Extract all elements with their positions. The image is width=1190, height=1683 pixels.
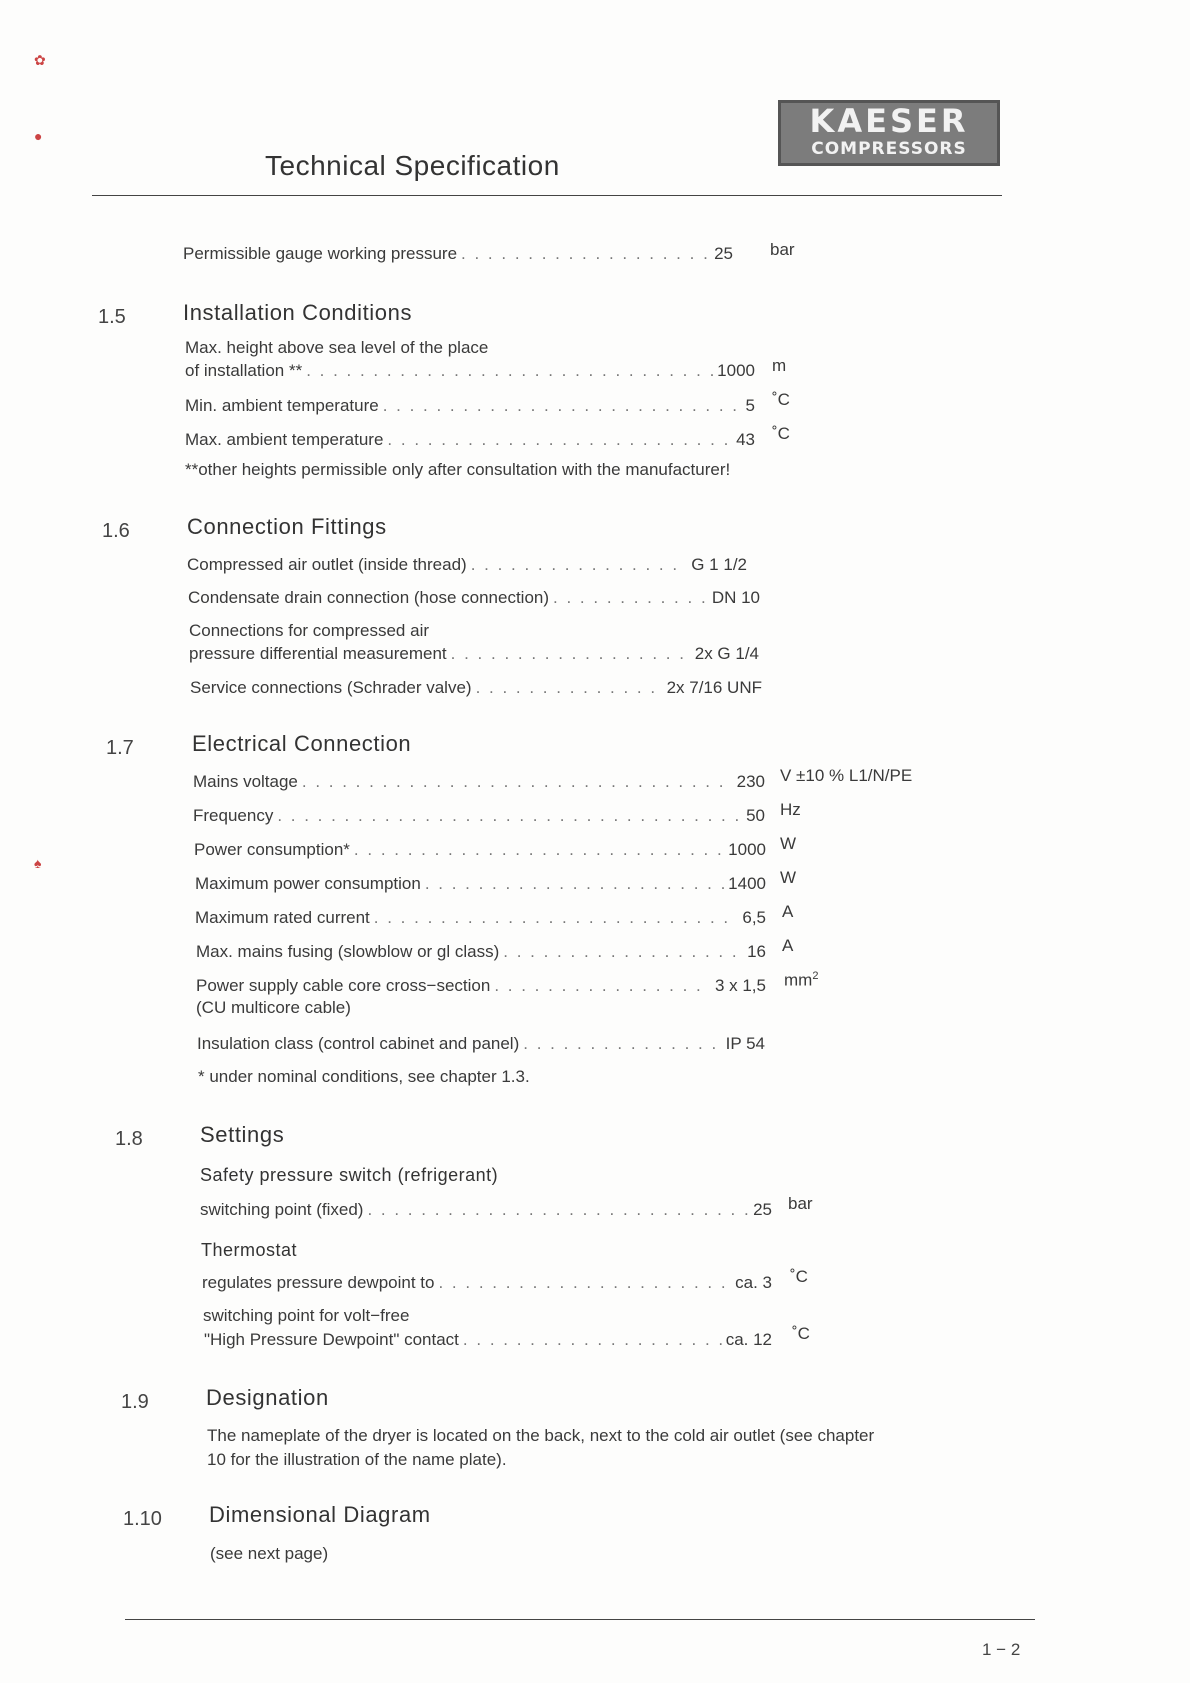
spec-row-switch (200, 1200, 772, 1220)
spec-value: IP 54 (725, 1034, 765, 1053)
footnote: **other heights permissible only after consultation with the manufacturer! (185, 460, 731, 479)
leader-dots (463, 1330, 722, 1350)
spec-row-power (194, 840, 766, 860)
spec-row-cable (196, 976, 766, 996)
spec-unit: Hz (780, 800, 801, 819)
spec-label: (CU multicore cable) (196, 998, 351, 1017)
spec-label: Frequency (193, 806, 274, 825)
spec-label: Power supply cable core cross−section (196, 976, 491, 995)
leader-dots (451, 644, 691, 664)
subheading: Thermostat (201, 1240, 298, 1260)
leader-dots (425, 874, 724, 894)
spec-value: 2x G 1/4 (694, 644, 759, 663)
spec-unit: W (780, 868, 797, 887)
spec-row-max-temp (185, 430, 755, 450)
leader-dots (523, 1034, 721, 1054)
spec-unit (784, 970, 818, 991)
spec-unit: ˚C (790, 1267, 808, 1286)
spec-label: of installation ** (185, 361, 303, 380)
section-title: Installation Conditions (183, 300, 413, 325)
spec-unit: V ±10 % L1/N/PE (780, 766, 913, 785)
footnote: * under nominal conditions, see chapter 1.3. (198, 1067, 530, 1086)
spec-value: ca. 12 (725, 1330, 772, 1349)
spec-value: DN 10 (711, 588, 760, 607)
spec-row-mains (193, 772, 765, 792)
spec-value: 3 x 1,5 (714, 976, 766, 995)
leader-dots (461, 244, 710, 264)
spec-label: "High Pressure Dewpoint" contact (204, 1330, 459, 1349)
spec-value: 5 (745, 396, 755, 415)
spec-row-height (185, 361, 755, 381)
spec-value: 25 (753, 1200, 772, 1219)
header-rule (92, 195, 1002, 196)
spec-unit: A (782, 902, 794, 921)
spec-value: 230 (736, 772, 765, 791)
unit-exponent: 2 (812, 970, 819, 982)
spec-row-pressure (183, 244, 733, 264)
spec-label: Max. mains fusing (slowblow or gl class) (196, 942, 500, 961)
spec-unit: bar (788, 1194, 813, 1213)
spec-label: Condensate drain connection (hose connection) (188, 588, 550, 607)
spec-value: 50 (746, 806, 765, 825)
leader-dots (367, 1200, 749, 1220)
page-number: 1 − 2 (982, 1640, 1021, 1659)
spec-label: Max. ambient temperature (185, 430, 384, 449)
leader-dots (306, 361, 713, 381)
logo-line-1: KAESER (809, 102, 969, 140)
leader-dots (383, 396, 742, 416)
paragraph-line: 10 for the illustration of the name plate). (207, 1450, 507, 1469)
paragraph-line: The nameplate of the dryer is located on the back, next to the cold air outlet (see chapter (207, 1426, 875, 1445)
spec-value: ca. 3 (735, 1273, 772, 1292)
spec-row-differential (189, 644, 759, 664)
spec-label: Connections for compressed air (189, 621, 430, 640)
margin-mark: ● (34, 128, 43, 144)
section-number: 1.8 (115, 1128, 143, 1150)
spec-value: 2x 7/16 UNF (666, 678, 762, 697)
spec-row-regulates (202, 1273, 772, 1293)
spec-row-current (195, 908, 766, 928)
section-title: Designation (206, 1385, 329, 1410)
section-number: 1.9 (121, 1391, 149, 1413)
spec-label: switching point (fixed) (200, 1200, 364, 1219)
spec-unit: ˚C (772, 390, 790, 409)
leader-dots (476, 678, 663, 698)
spec-unit: ˚C (792, 1324, 810, 1343)
margin-mark: ✿ (34, 52, 46, 68)
section-number: 1.7 (106, 737, 134, 759)
spec-label: pressure differential measurement (189, 644, 447, 663)
spec-label: Service connections (Schrader valve) (190, 678, 472, 697)
leader-dots (387, 430, 732, 450)
spec-row-outlet (187, 555, 747, 575)
spec-label: Maximum power consumption (195, 874, 421, 893)
leader-dots (354, 840, 724, 860)
spec-label: switching point for volt−free (203, 1306, 410, 1325)
section-number: 1.6 (102, 520, 130, 542)
spec-unit: m (772, 356, 787, 375)
spec-value: 1000 (728, 840, 766, 859)
spec-value: G 1 1/2 (691, 555, 747, 574)
spec-row-min-temp (185, 396, 755, 416)
spec-unit: bar (770, 240, 795, 259)
spec-value: 1000 (717, 361, 755, 380)
section-number: 1.10 (123, 1508, 162, 1530)
footer-rule (125, 1619, 1035, 1620)
leader-dots (503, 942, 743, 962)
spec-row-insulation (197, 1034, 765, 1054)
spec-value: 6,5 (742, 908, 766, 927)
spec-label: Permissible gauge working pressure (183, 244, 458, 263)
page-title: Technical Specification (265, 150, 560, 181)
section-title: Settings (200, 1122, 285, 1147)
unit-base: mm (784, 970, 813, 990)
spec-row-fusing (196, 942, 766, 962)
spec-label: Compressed air outlet (inside thread) (187, 555, 467, 574)
spec-row-high-pressure-dewpoint (204, 1330, 772, 1350)
spec-label: Max. height above sea level of the place (185, 338, 489, 357)
leader-dots (277, 806, 742, 826)
spec-value: 43 (736, 430, 755, 449)
section-title: Electrical Connection (192, 731, 412, 756)
spec-unit: A (782, 936, 794, 955)
paragraph-line: (see next page) (210, 1544, 329, 1563)
spec-value: 16 (747, 942, 766, 961)
spec-label: Power consumption* (194, 840, 350, 859)
spec-row-drain (188, 588, 760, 608)
section-number: 1.5 (98, 306, 126, 328)
spec-label: Insulation class (control cabinet and panel) (197, 1034, 520, 1053)
spec-label: Maximum rated current (195, 908, 370, 927)
logo-line-2: COMPRESSORS (811, 139, 967, 159)
section-title: Dimensional Diagram (209, 1502, 431, 1527)
leader-dots (494, 976, 711, 996)
leader-dots (471, 555, 688, 575)
kaeser-logo (778, 100, 1000, 166)
spec-value: 1400 (728, 874, 766, 893)
section-title: Connection Fittings (187, 514, 387, 539)
spec-row-max-power (195, 874, 766, 894)
spec-unit: ˚C (772, 424, 790, 443)
spec-label: regulates pressure dewpoint to (202, 1273, 435, 1292)
spec-row-frequency (193, 806, 765, 826)
spec-unit: W (780, 834, 797, 853)
spec-label: Min. ambient temperature (185, 396, 379, 415)
spec-row-service (190, 678, 762, 698)
leader-dots (374, 908, 739, 928)
margin-mark: ♠ (34, 855, 42, 871)
subheading: Safety pressure switch (refrigerant) (200, 1165, 499, 1185)
spec-label: Mains voltage (193, 772, 298, 791)
spec-value: 25 (714, 244, 733, 263)
leader-dots (438, 1273, 731, 1293)
leader-dots (553, 588, 708, 608)
leader-dots (302, 772, 733, 792)
